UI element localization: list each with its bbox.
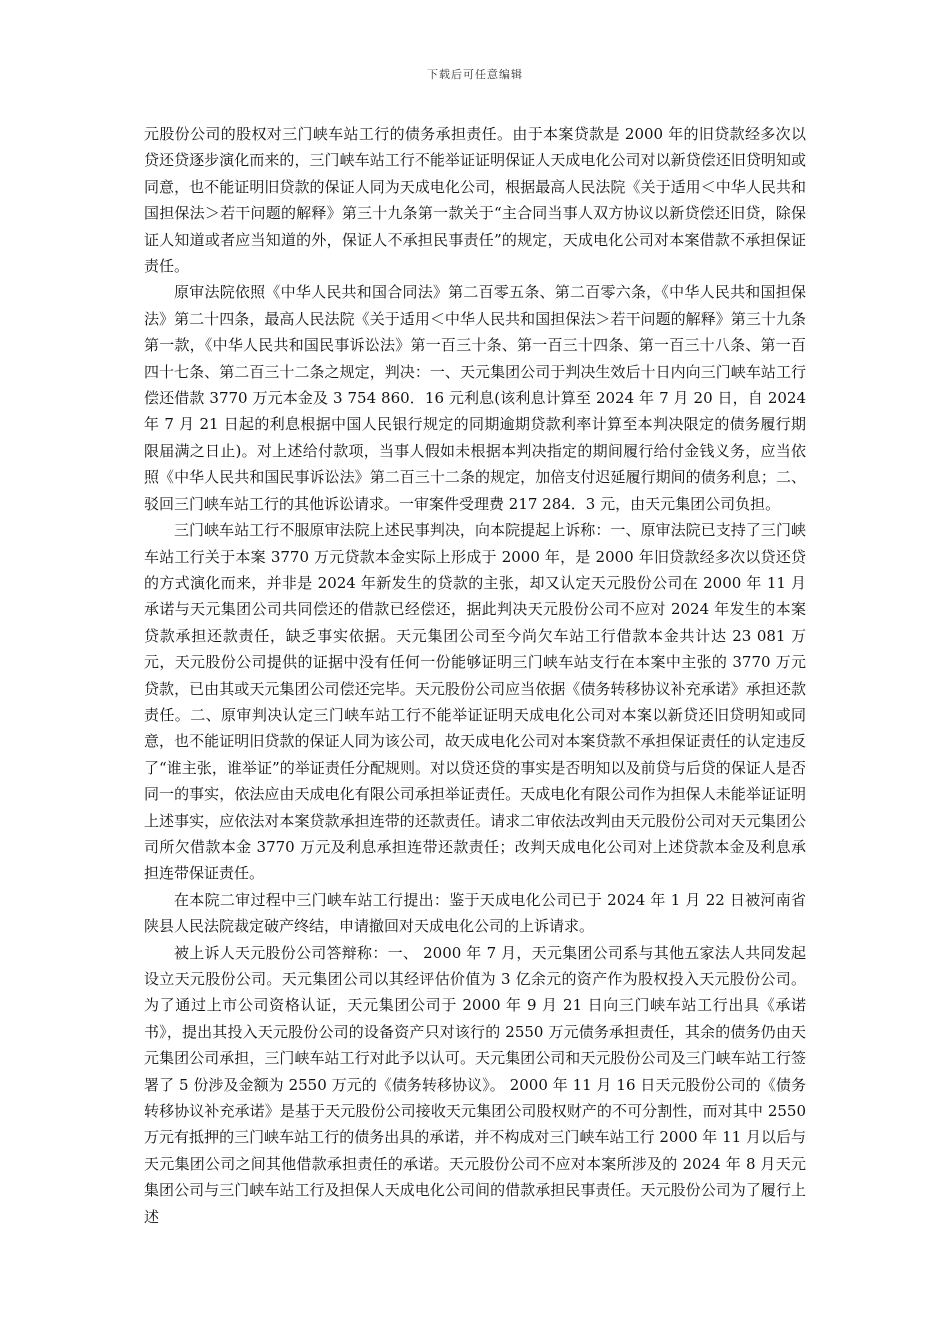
paragraph-original-judgment: 原审法院依照《中华人民共和国合同法》第二百零五条、第二百零六条，《中华人民共和国担保法》第二十四条，最高人民法院《关于适用＜中华人民共和国担保法＞若干问题的解释》第三十九条第一款，《中华人民共和国民事诉讼法》第一百三十条、第一百三十四条、第一百三十八条、第一百四十七条、第二百三十二条之规定，判决：一、天元集团公司于判决生效后十日内向三门峡车站工行偿还借款 3770 万元本金及 3 754 860．16 元利息(该利息计算至 2024 年 7 月 20 日，自 2024 年 7 月 21 日起的利息根据中国人民银行规定的同期逾期贷款利率计算至本判决限定的债务履行期限届满之日止)。对上述给付款项，当事人假如未根据本判决指定的期间履行给付金钱义务，应当依照《中华人民共和国民事诉讼法》第二百三十二条的规定，加倍支付迟延履行期间的债务利息；二、驳回三门峡车站工行的其他诉讼请求。一审案件受理费 217 284．3 元，由天元集团公司负担。 [144,283,806,513]
page-header: 下载后可任意编辑 [427,68,523,81]
paragraph-appeal: 三门峡车站工行不服原审法院上述民事判决，向本院提起上诉称：一、原审法院已支持了三门峡车站工行关于本案 3770 万元贷款本金实际上形成于 2000 年，是 2000 年旧贷款经多次以贷还贷的方式演化而来，并非是 2024 年新发生的贷款的主张，却又认定天元股份公司在 2000 年 11 月承诺与天元集团公司共同偿还的借款已经偿还，据此判决天元股份公司不应对 2024 年发生的本案贷款承担还款责任，缺乏事实依据。天元集团公司至今尚欠车站工行借款本金共计达 23 081 万元，天元股份公司提供的证据中没有任何一份能够证明三门峡车站支行在本案中主张的 3770 万元贷款，已由其或天元集团公司偿还完毕。天元股份公司应当依据《债务转移协议补充承诺》承担还款责任。二、原审判决认定三门峡车站工行不能举证证明天成电化公司对本案以新贷还旧贷明知或同意，也不能证明旧贷款的保证人同为该公司，故天成电化公司对本案贷款不承担保证责任的认定违反了“谁主张，谁举证”的举证责任分配规则。对以贷还贷的事实是否明知以及前贷与后贷的保证人是否同一的事实，依法应由天成电化有限公司承担举证责任。天成电化有限公司作为担保人未能举证证明上述事实，应依法对本案贷款承担连带的还款责任。请求二审依法改判由天元股份公司对天元集团公司所欠借款本金 3770 万元及利息承担连带还款责任；改判天成电化公司对上述贷款本金及利息承担连带保证责任。 [144,521,806,883]
paragraph-continuation: 元股份公司的股权对三门峡车站工行的债务承担责任。由于本案贷款是 2000 年的旧贷款经多次以贷还贷逐步演化而来的，三门峡车站工行不能举证证明保证人天成电化公司对以新贷偿还旧贷明知或同意，也不能证明旧贷款的保证人同为天成电化公司，根据最高人民法院《关于适用＜中华人民共和国担保法＞若干问题的解释》第三十九条第一款关于“主合同当事人双方协议以新贷偿还旧贷，除保证人知道或者应当知道的外，保证人不承担民事责任”的规定，天成电化公司对本案借款不承担保证责任。 [144,125,806,276]
paragraph-defense: 被上诉人天元股份公司答辩称：一、 2000 年 7 月，天元集团公司系与其他五家法人共同发起设立天元股份公司。天元集团公司以其经评估价值为 3 亿余元的资产作为股权投入天元股份公司。为了通过上市公司资格认证，天元集团公司于 2000 年 9 月 21 日向三门峡车站工行出具《承诺书》，提出其投入天元股份公司的设备资产只对该行的 2550 万元债务承担责任，其余的债务仍由天元集团公司承担，三门峡车站工行对此予以认可。天元集团公司和天元股份公司及三门峡车站工行签署了 5 份涉及金额为 2550 万元的《债务转移协议》。 2000 年 11 月 16 日天元股份公司的《债务转移协议补充承诺》是基于天元股份公司接收天元集团公司股权财产的不可分割性，而对其中 2550 万元有抵押的三门峡车站工行的债务出具的承诺，并不构成对三门峡车站工行 2000 年 11 月以后与天元集团公司之间其他借款承担责任的承诺。天元股份公司不应对本案所涉及的 2024 年 8 月天元集团公司与三门峡车站工行及担保人天成电化公司间的借款承担民事责任。天元股份公司为了履行上述 [144,943,806,1226]
paragraph-withdrawal: 在本院二审过程中三门峡车站工行提出：鉴于天成电化公司已于 2024 年 1 月 22 日被河南省陕县人民法院裁定破产终结，申请撤回对天成电化公司的上诉请求。 [144,890,806,936]
document-body [144,121,806,1230]
